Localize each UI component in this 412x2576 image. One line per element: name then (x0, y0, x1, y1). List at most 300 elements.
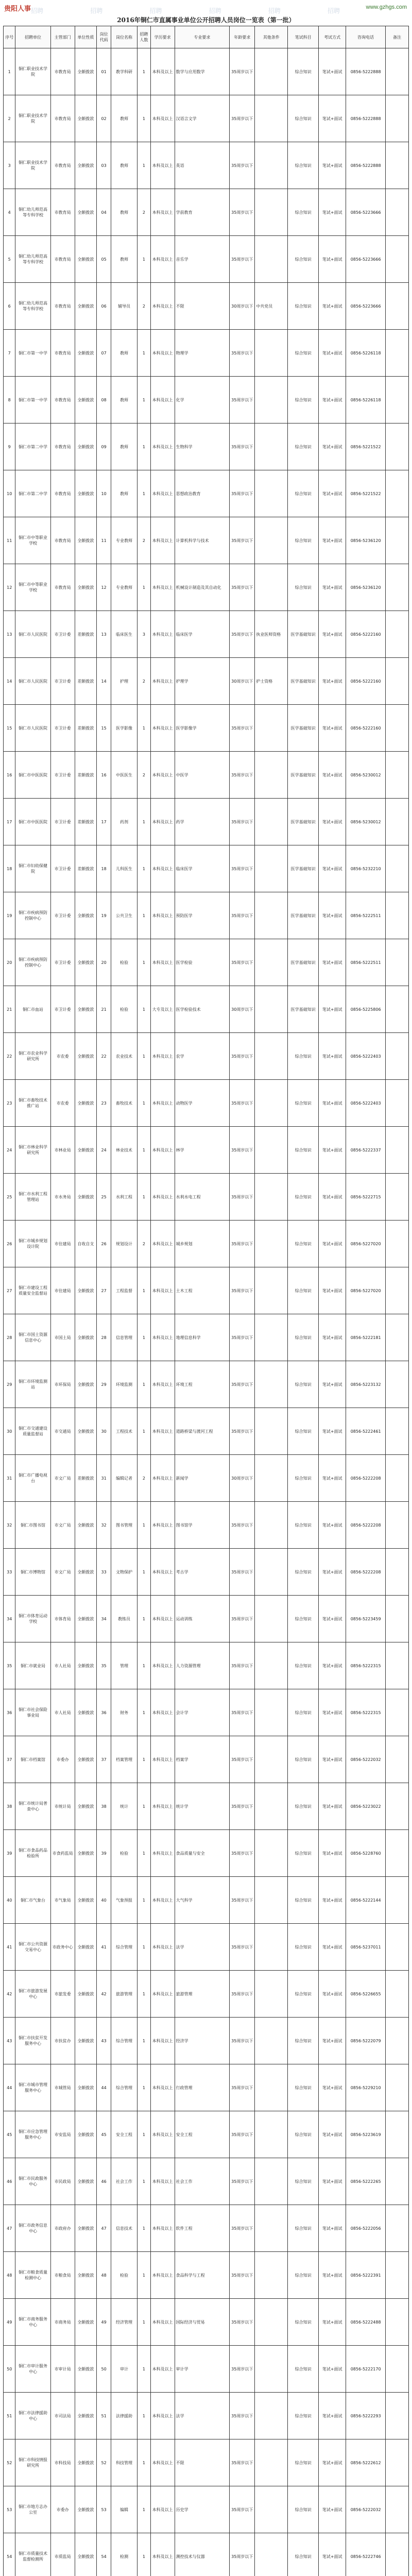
table-cell: 公共卫生 (111, 892, 137, 939)
table-cell (386, 1361, 409, 1408)
table-cell (386, 892, 409, 939)
table-cell: 0856-5222888 (346, 142, 386, 189)
table-cell: 35周岁以下 (230, 752, 255, 799)
table-cell: 1 (138, 1924, 151, 1971)
table-header-row (4, 26, 409, 48)
table-cell: 35周岁以下 (230, 1033, 255, 1080)
table-cell: 本科及以上 (150, 2205, 175, 2252)
table-row (4, 2533, 409, 2576)
table-cell: 专业教师 (111, 517, 137, 564)
table-cell: 林学 (175, 1127, 230, 1174)
table-cell: 36 (97, 1689, 111, 1736)
table-cell: 本科及以上 (150, 1549, 175, 1596)
table-cell: 0856-5236120 (346, 517, 386, 564)
table-cell: 22 (4, 1033, 15, 1080)
table-cell (255, 1267, 288, 1314)
table-cell: 档案学 (175, 1736, 230, 1783)
table-cell: 笔试+面试 (318, 330, 346, 377)
table-cell: 市卫计委 (50, 705, 75, 752)
table-cell: 全额拨款 (75, 283, 97, 330)
table-cell: 本科及以上 (150, 845, 175, 892)
table-cell (386, 658, 409, 705)
table-cell: 国际经济与贸易 (175, 2299, 230, 2346)
table-cell: 46 (97, 2158, 111, 2205)
table-cell: 35周岁以下 (230, 1596, 255, 1642)
table-cell: 08 (97, 377, 111, 423)
table-cell: 铜仁市法律援助中心 (15, 2393, 50, 2439)
table-cell: 35周岁以下 (230, 799, 255, 845)
table-cell: 全额拨款 (75, 330, 97, 377)
table-cell: 铜仁市商务服务中心 (15, 2299, 50, 2346)
table-cell: 1 (138, 2533, 151, 2576)
table-cell: 49 (97, 2299, 111, 2346)
column-header: 招聘单位 (15, 26, 50, 48)
table-cell (255, 1642, 288, 1689)
table-cell: 笔试+面试 (318, 2486, 346, 2533)
table-cell (255, 1736, 288, 1783)
table-cell: 综合知识 (288, 48, 319, 95)
table-cell: 综合知识 (288, 517, 319, 564)
table-cell: 全额拨款 (75, 1971, 97, 2018)
table-cell: 48 (4, 2252, 15, 2299)
table-cell: 25 (97, 1174, 111, 1221)
table-cell: 41 (97, 1924, 111, 1971)
table-cell: 35周岁以下 (230, 330, 255, 377)
table-cell: 铜仁市政务信息中心 (15, 2205, 50, 2252)
table-row (4, 283, 409, 330)
table-cell: 2 (138, 752, 151, 799)
table-cell: 物理学 (175, 330, 230, 377)
table-cell: 中医学 (175, 752, 230, 799)
table-cell: 0856-5222144 (346, 1877, 386, 1924)
table-cell: 铜仁市扶贫开发服务中心 (15, 2018, 50, 2064)
table-cell: 35周岁以下 (230, 564, 255, 611)
table-cell: 全额拨款 (75, 1174, 97, 1221)
table-cell: 铜仁市中医医院 (15, 799, 50, 845)
table-cell: 医学基础知识 (288, 611, 319, 658)
table-cell (386, 189, 409, 236)
table-cell (386, 1267, 409, 1314)
table-cell: 城乡规划 (175, 1221, 230, 1267)
table-cell: 0856-5223022 (346, 1783, 386, 1830)
table-cell: 14 (4, 658, 15, 705)
table-cell (386, 2018, 409, 2064)
table-cell: 12 (97, 564, 111, 611)
column-header: 咨询电话 (346, 26, 386, 48)
table-row (4, 377, 409, 423)
table-cell: 农学 (175, 1033, 230, 1080)
table-cell: 市住建局 (50, 1267, 75, 1314)
table-cell: 全额拨款 (75, 1127, 97, 1174)
table-cell: 人力资源管理 (175, 1642, 230, 1689)
table-cell: 市文广局 (50, 1502, 75, 1549)
table-cell (386, 1127, 409, 1174)
table-row (4, 2439, 409, 2486)
table-cell: 笔试+面试 (318, 1314, 346, 1361)
table-cell: 42 (4, 1971, 15, 2018)
table-cell: 本科及以上 (150, 1596, 175, 1642)
table-cell: 本科及以上 (150, 1080, 175, 1127)
column-header: 主管部门 (50, 26, 75, 48)
table-cell (255, 1080, 288, 1127)
table-cell: 地理信息科学 (175, 1314, 230, 1361)
table-cell: 综合知识 (288, 1314, 319, 1361)
table-cell (386, 1455, 409, 1502)
table-cell: 27 (97, 1267, 111, 1314)
table-cell: 全额拨款 (75, 1642, 97, 1689)
table-cell: 综合知识 (288, 142, 319, 189)
table-cell: 全额拨款 (75, 142, 97, 189)
table-row (4, 939, 409, 986)
table-cell: 差额拨款 (75, 611, 97, 658)
table-cell: 50 (4, 2346, 15, 2393)
table-cell: 综合知识 (288, 2439, 319, 2486)
table-cell: 1 (138, 2486, 151, 2533)
table-cell: 0856-5222181 (346, 1314, 386, 1361)
table-cell: 笔试+面试 (318, 1408, 346, 1455)
table-cell: 0856-5229210 (346, 2064, 386, 2111)
table-cell: 笔试+面试 (318, 517, 346, 564)
table-cell: 35周岁以下 (230, 2299, 255, 2346)
table-cell: 本科及以上 (150, 2064, 175, 2111)
table-cell (255, 470, 288, 517)
table-cell: 35 (4, 1642, 15, 1689)
table-cell: 13 (97, 611, 111, 658)
table-cell: 35周岁以下 (230, 1689, 255, 1736)
table-cell: 0856-5222403 (346, 1080, 386, 1127)
table-cell: 本科及以上 (150, 470, 175, 517)
table-cell: 全额拨款 (75, 1549, 97, 1596)
table-cell: 铜仁幼儿师范高等专科学校 (15, 283, 50, 330)
table-cell: 1 (138, 845, 151, 892)
table-cell: 2 (138, 658, 151, 705)
table-cell: 1 (138, 2252, 151, 2299)
table-cell: 35周岁以下 (230, 2252, 255, 2299)
table-cell: 综合知识 (288, 1642, 319, 1689)
table-cell: 辅导员 (111, 283, 137, 330)
table-cell: 市教育局 (50, 517, 75, 564)
table-cell: 综合知识 (288, 1502, 319, 1549)
column-header: 年龄要求 (230, 26, 255, 48)
table-cell: 差额拨款 (75, 1455, 97, 1502)
table-cell (255, 377, 288, 423)
table-cell: 笔试+面试 (318, 2158, 346, 2205)
table-cell: 铜仁市城市管理服务中心 (15, 2064, 50, 2111)
table-cell: 笔试+面试 (318, 189, 346, 236)
table-cell: 市教育局 (50, 470, 75, 517)
table-cell: 35周岁以下 (230, 1221, 255, 1267)
table-cell: 铜仁市人民医院 (15, 611, 50, 658)
table-row (4, 48, 409, 95)
table-cell: 1 (138, 1549, 151, 1596)
table-cell: 道路桥梁与渡河工程 (175, 1408, 230, 1455)
table-cell: 40 (97, 1877, 111, 1924)
table-cell: 1 (138, 1596, 151, 1642)
table-cell: 铜仁市气象台 (15, 1877, 50, 1924)
table-cell (386, 2205, 409, 2252)
table-cell: 教练员 (111, 1596, 137, 1642)
table-cell: 本科及以上 (150, 2158, 175, 2205)
table-cell: 17 (4, 799, 15, 845)
table-cell (255, 1689, 288, 1736)
table-cell: 本科及以上 (150, 2393, 175, 2439)
table-cell: 全额拨款 (75, 1080, 97, 1127)
table-cell: 1 (138, 1877, 151, 1924)
table-cell: 笔试+面试 (318, 1642, 346, 1689)
table-cell: 历史学 (175, 2486, 230, 2533)
site-url[interactable]: www.gzhgs.com (366, 4, 407, 10)
table-cell: 编辑记者 (111, 1455, 137, 1502)
table-cell (386, 2299, 409, 2346)
table-cell: 1 (138, 1127, 151, 1174)
table-cell: 护士资格 (255, 658, 288, 705)
table-cell: 本科及以上 (150, 517, 175, 564)
table-cell: 环境工程 (175, 1361, 230, 1408)
table-cell (386, 611, 409, 658)
table-cell: 32 (97, 1502, 111, 1549)
column-header: 学历要求 (150, 26, 175, 48)
table-cell: 全额拨款 (75, 470, 97, 517)
table-cell: 30周岁以下 (230, 658, 255, 705)
table-row (4, 423, 409, 470)
table-cell: 14 (97, 658, 111, 705)
table-cell: 全额拨款 (75, 1924, 97, 1971)
table-row (4, 189, 409, 236)
table-cell: 市卫计委 (50, 845, 75, 892)
table-row (4, 2018, 409, 2064)
table-cell: 护理学 (175, 658, 230, 705)
table-cell: 35周岁以下 (230, 2018, 255, 2064)
table-cell (386, 2439, 409, 2486)
table-cell: 铜仁市水利工程管理站 (15, 1174, 50, 1221)
table-cell: 全额拨款 (75, 95, 97, 142)
table-cell (255, 423, 288, 470)
table-cell: 笔试+面试 (318, 1783, 346, 1830)
table-row (4, 2205, 409, 2252)
table-cell: 30周岁以下 (230, 1455, 255, 1502)
table-cell (255, 2064, 288, 2111)
table-cell (255, 1783, 288, 1830)
table-cell: 1 (138, 705, 151, 752)
table-cell: 铜仁市广播电视台 (15, 1455, 50, 1502)
table-cell: 本科及以上 (150, 48, 175, 95)
table-cell: 37 (4, 1736, 15, 1783)
table-cell: 全额拨款 (75, 189, 97, 236)
table-row (4, 658, 409, 705)
table-row (4, 142, 409, 189)
table-cell: 35周岁以下 (230, 377, 255, 423)
table-cell: 自收自支 (75, 1221, 97, 1267)
table-row (4, 2486, 409, 2533)
table-cell: 统计 (111, 1783, 137, 1830)
table-cell (386, 236, 409, 283)
table-cell: 35周岁以下 (230, 1127, 255, 1174)
table-cell: 1 (138, 564, 151, 611)
table-cell: 0856-5222056 (346, 2205, 386, 2252)
table-cell: 教师 (111, 189, 137, 236)
table-cell: 35周岁以下 (230, 1361, 255, 1408)
table-cell: 全额拨款 (75, 1502, 97, 1549)
table-cell: 铜仁市体育运动学校 (15, 1596, 50, 1642)
table-row (4, 1783, 409, 1830)
table-cell: 综合知识 (288, 1596, 319, 1642)
table-cell: 0856-5221522 (346, 423, 386, 470)
table-cell: 安全工程 (175, 2111, 230, 2158)
table-row (4, 1080, 409, 1127)
table-cell: 科技管理 (111, 2439, 137, 2486)
table-cell: 大气科学 (175, 1877, 230, 1924)
table-cell: 45 (4, 2111, 15, 2158)
table-cell: 市文广局 (50, 1455, 75, 1502)
table-cell: 信息技术 (111, 2205, 137, 2252)
table-cell: 0856-5232210 (346, 845, 386, 892)
table-cell: 医学影像 (111, 705, 137, 752)
table-cell: 图书管理 (111, 1502, 137, 1549)
table-cell: 铜仁职业技术学院 (15, 142, 50, 189)
table-cell: 全额拨款 (75, 892, 97, 939)
table-cell: 1 (138, 2158, 151, 2205)
table-cell: 1 (138, 1267, 151, 1314)
table-cell: 47 (4, 2205, 15, 2252)
table-cell: 6 (4, 283, 15, 330)
table-cell: 本科及以上 (150, 189, 175, 236)
table-row (4, 95, 409, 142)
table-cell (386, 377, 409, 423)
table-cell: 35周岁以下 (230, 189, 255, 236)
table-cell: 医学基础知识 (288, 752, 319, 799)
table-row (4, 1314, 409, 1361)
table-cell: 0856-5222315 (346, 1689, 386, 1736)
table-row (4, 705, 409, 752)
table-cell: 37 (97, 1736, 111, 1783)
table-cell: 2 (138, 283, 151, 330)
table-cell: 本科及以上 (150, 2346, 175, 2393)
table-cell (386, 330, 409, 377)
table-cell: 38 (4, 1783, 15, 1830)
table-cell: 综合知识 (288, 564, 319, 611)
table-cell (386, 799, 409, 845)
table-cell: 笔试+面试 (318, 658, 346, 705)
table-row (4, 2111, 409, 2158)
table-cell: 28 (97, 1314, 111, 1361)
table-cell (255, 1361, 288, 1408)
table-cell: 0856-5222208 (346, 1549, 386, 1596)
table-cell: 笔试+面试 (318, 2393, 346, 2439)
table-cell: 市政务中心 (50, 1924, 75, 1971)
table-cell: 铜仁市科技情报研究所 (15, 2439, 50, 2486)
table-cell: 39 (4, 1830, 15, 1877)
table-row (4, 1267, 409, 1314)
table-cell: 市扶贫办 (50, 2018, 75, 2064)
table-cell: 医学影像学 (175, 705, 230, 752)
table-cell: 35周岁以下 (230, 142, 255, 189)
table-cell: 本科及以上 (150, 1221, 175, 1267)
table-cell: 全额拨款 (75, 1314, 97, 1361)
table-cell: 差额拨款 (75, 845, 97, 892)
table-cell: 0856-5222888 (346, 95, 386, 142)
site-logo[interactable]: 贵阳人事 (4, 5, 31, 12)
table-cell: 15 (97, 705, 111, 752)
table-cell: 市气象局 (50, 1877, 75, 1924)
watermark-label: 招聘 (31, 7, 44, 14)
table-cell: 35周岁以下 (230, 1830, 255, 1877)
table-cell: 中医医生 (111, 752, 137, 799)
table-cell: 市教育局 (50, 564, 75, 611)
table-cell: 经济管理 (111, 2299, 137, 2346)
table-cell: 本科及以上 (150, 1642, 175, 1689)
table-cell: 30 (97, 1408, 111, 1455)
table-cell: 本科及以上 (150, 1736, 175, 1783)
table-cell: 本科及以上 (150, 1877, 175, 1924)
table-cell: 39 (97, 1830, 111, 1877)
table-cell: 市林业局 (50, 1127, 75, 1174)
table-cell (255, 845, 288, 892)
table-cell: 1 (138, 2205, 151, 2252)
table-cell: 51 (4, 2393, 15, 2439)
table-cell: 铜仁市档案馆 (15, 1736, 50, 1783)
table-cell: 铜仁市人民医院 (15, 705, 50, 752)
table-cell: 35周岁以下 (230, 1408, 255, 1455)
table-cell: 20 (97, 939, 111, 986)
table-cell: 本科及以上 (150, 752, 175, 799)
table-cell: 综合知识 (288, 1783, 319, 1830)
table-cell: 动物医学 (175, 1080, 230, 1127)
table-cell: 1 (138, 799, 151, 845)
table-cell (255, 2205, 288, 2252)
table-cell (255, 564, 288, 611)
table-cell: 0856-5222160 (346, 705, 386, 752)
table-row (4, 2252, 409, 2299)
table-cell: 铜仁市中等职业学校 (15, 564, 50, 611)
table-cell: 医学基础知识 (288, 986, 319, 1033)
table-cell: 4 (4, 189, 15, 236)
table-row (4, 1127, 409, 1174)
table-cell: 测控技术与仪器 (175, 2533, 230, 2576)
table-cell (386, 283, 409, 330)
table-cell: 25 (4, 1174, 15, 1221)
table-cell: 市司法局 (50, 2393, 75, 2439)
table-cell: 0856-5221522 (346, 470, 386, 517)
table-cell: 1 (138, 95, 151, 142)
table-cell: 法学 (175, 2393, 230, 2439)
table-cell: 全额拨款 (75, 2018, 97, 2064)
table-cell: 本科及以上 (150, 2533, 175, 2576)
table-cell (255, 2393, 288, 2439)
table-cell: 不限 (175, 283, 230, 330)
table-cell: 35周岁以下 (230, 423, 255, 470)
table-cell: 0856-5222337 (346, 1127, 386, 1174)
table-cell: 7 (4, 330, 15, 377)
table-cell: 35周岁以下 (230, 517, 255, 564)
table-cell: 笔试+面试 (318, 2439, 346, 2486)
table-cell: 铜仁市质量技术监督检测所 (15, 2533, 50, 2576)
table-row (4, 2346, 409, 2393)
table-cell: 护理 (111, 658, 137, 705)
table-cell: 笔试+面试 (318, 2299, 346, 2346)
table-cell: 教师 (111, 470, 137, 517)
table-row (4, 1455, 409, 1502)
table-cell: 1 (138, 2439, 151, 2486)
table-cell: 英语 (175, 142, 230, 189)
table-cell: 26 (97, 1221, 111, 1267)
table-cell: 全额拨款 (75, 2158, 97, 2205)
table-cell: 教师 (111, 236, 137, 283)
table-cell: 51 (97, 2393, 111, 2439)
table-cell: 0856-5223132 (346, 1361, 386, 1408)
table-cell: 本科及以上 (150, 1830, 175, 1877)
table-cell: 1 (138, 2018, 151, 2064)
table-cell: 综合知识 (288, 1877, 319, 1924)
